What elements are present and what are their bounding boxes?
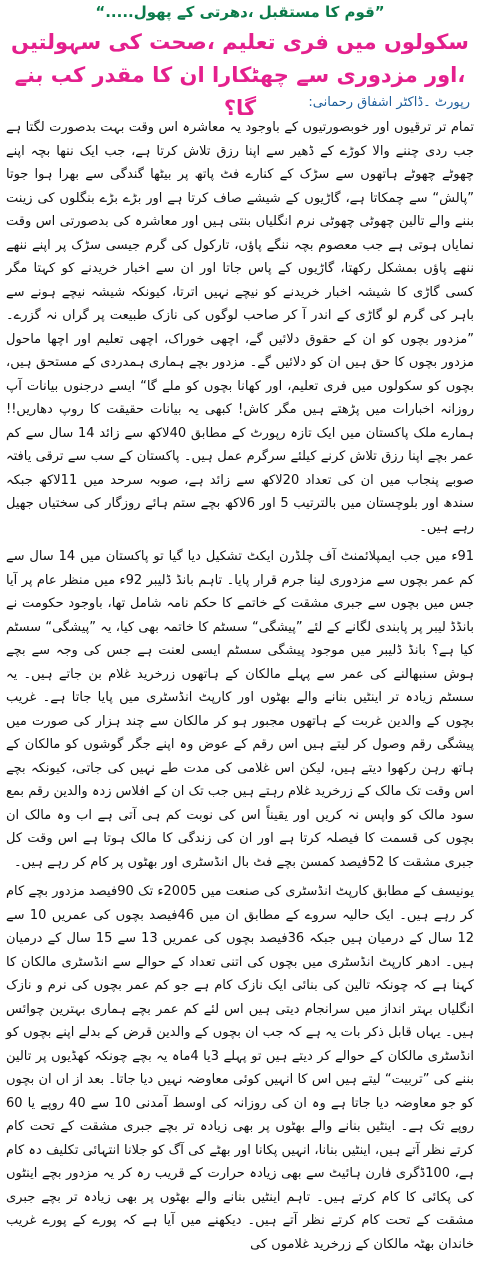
article-paragraph: 91ء میں جب ایمپلائمنٹ آف چلڈرن ایکٹ تشکیل دیا گیا تو پاکستان میں 14 سال سے کم عمر بچوں سے مزدوری لینا جرم قرار پایا۔ تاہم بانڈ ڈلیبر 92ء میں منظر عام پر آیا جس میں بچوں سے جبری مشقت کے خاتمے کا حکم نامہ شامل تھا، باوجود حکومت نے بانڈڈ لیبر پر پابندی لگانے کے لئے ”پیشگی“ سسٹم کا خاتمہ بھی کیا، یہ ”پیشگی“ سسٹم کیا ہے؟ بانڈ ڈلیبر میں موجود پیشگی سسٹم ایسی لعنت ہے جس کی وجہ سے بچے ہوش سنبھالنے کی عمر سے پہلے مالکان کے ہاتھوں زرخرید غلام بن جاتے ہیں۔ یہ سسٹم زیادہ تر اینٹیں بنانے والے بھٹوں اور کارپٹ انڈسٹری میں پایا جاتا ہے۔ غریب بچوں کے والدین غربت کے ہاتھوں مجبور ہو کر مالکان سے چند ہزار کی صورت میں پیشگی رقم وصول کر لیتے ہیں اس رقم کے عوض وہ اپنے جگر گوشوں کو مالکان کے ہاتھ رہن رکھوا دیتے ہیں، لیکن اس غلامی کی مدت طے نہیں کی جاتی، کیونکہ بچے اس وقت تک مالک کے زرخرید غلام رہتے ہیں جب تک ان کے افلاس زدہ والدین رقم بمع سود مالک کو واپس نہ کریں اور یقیناً اس کی نوبت کم ہی آتی ہے اب وہ مالک ان بچوں کی قسمت کا فیصلہ کرتا ہے اور ان کی زندگی کا مالک ہوتا ہے اس وقت کل جبری مشقت کا 52فیصد کمسن بچے فٹ بال انڈسٹری اور بھٹوں پر کام کر رہے ہیں۔ [6, 549, 475, 870]
article-body [6, 116, 474, 1256]
article-byline: رپورٹ ۔ڈاکٹر اشفاق رحمانی: [308, 95, 470, 110]
article-paragraph: یونیسف کے مطابق کارپٹ انڈسٹری کی صنعت میں 2005ء تک 90فیصد مزدور بچے کام کر رہے ہیں۔ ایک حالیہ سروے کے مطابق ان میں 46فیصد بچوں کی عمریں 10 سے 12 سال کے درمیان ہیں جبکہ 36فیصد بچوں کی عمریں 13 سے 15 سال کے درمیان ہیں۔ ادھر کارپٹ انڈسٹری میں بچوں کی اتنی تعداد کے حوالے سے انڈسٹری مالکان کا کہنا ہے کہ چونکہ تالین کی بنائی ایک نازک کام ہے جو کم عمر بچوں کی نرم و نازک انگلیاں بہتر انداز میں سرانجام دیتی ہیں اس لئے کم عمر بچے ہماری بہترین چوائس ہیں۔ یہاں قابل ذکر بات یہ ہے کہ جب ان بچوں کے والدین قرض کے بدلے اپنے بچوں کو انڈسٹری مالکان کے حوالے کر دیتے ہیں تو پہلے 3یا 4ماہ یہ بچے چونکہ کھڈیوں پر تالین بننے کی ”تربیت“ لیتے ہیں اس کا انہیں کوئی معاوضہ نہیں دیا جاتا۔ بعد از اں ان بچوں کو جو معاوضہ دیا جاتا ہے وہ ان کی روزانہ کی اوسط آمدنی 10 سے 40 روپے یا 60 روپے تک ہے۔ اینٹیں بنانے والے بھٹوں پر بھی زیادہ تر بچے جبری مشقت کے تحت کام کرتے نظر آتے ہیں، اینٹیں بنانا، انہیں پکانا اور بھٹے کی آگ کو جلانا انتہائی تکلیف دہ کام ہے، 100ڈگری فارن ہائیٹ سے بھی زیادہ حرارت کے قریب رہ کر یہ مزدور بچے اینٹوں کی پکائی کا کام کرتے ہیں۔ تاہم اینٹیں بنانے والے بھٹوں پر بھی زیادہ تر بچے جبری مشقت کے تحت کام کرتے نظر آتے ہیں۔ دیکھنے میں آیا ہے کہ پورے کے پورے غریب خاندان بھٹہ مالکان کے زرخرید غلاموں کی [6, 884, 475, 1252]
article-paragraph: تمام تر ترقیوں اور خوبصورتیوں کے باوجود یہ معاشرہ اس وقت بہت بدصورت لگتا ہے جب ردی چننے والا کوڑے کے ڈھیر سے اپنا رزق تلاش کرتا ہے، جب ایک ننھا بچہ اپنے چھوٹے چھوٹے ہاتھوں سے سڑک کے کنارے فٹ پاتھ پر بیٹھا گندگی سے بھرا ہوا جوتا ”پالش“ سے چمکاتا ہے، گاڑیوں کے شیشے صاف کرتا ہے اور بڑے بڑے بنگلوں کی زینت بننے والے تالین چھوٹی چھوٹی نرم انگلیاں بنتی ہیں اور معاشرہ کی بدصورتی اس وقت نمایاں ہوتی ہے جب معصوم بچہ ننگے پاؤں، تارکول کی گرم جیسی سڑک پر اپنے ننھے ننھے پاؤں بمشکل رکھتا، گاڑیوں کے پاس جاتا اور ان سے اخبار خریدنے کو کہتا مگر کسی گاڑی کا شیشہ اخبار خریدنے کو نیچے نہیں اترتا، کیونکہ شیشہ نیچے ہونے سے باہر کی گرم لو گاڑی کے اندر آ کر صاحب لوگوں کی نازک طبیعت پر گراں نہ گزرے۔ ”مزدور بچوں کو ان کے حقوق دلائیں گے، اچھی خوراک، اچھی تعلیم اور اچھا ماحول مزدور بچوں کا حق ہیں ان کو دلائیں گے۔ مزدور بچے ہماری ہمدردی کے مستحق ہیں، بچوں کو سکولوں میں فری تعلیم، اور کھانا بچوں کو ملے گا“ ایسے درجنوں بیانات آپ روزانہ اخبارات میں پڑھتے ہیں مگر کاش! کبھی یہ بیانات حقیقت کا روپ دھاریں!! ہمارے ملک پاکستان میں ایک تازہ رپورٹ کے مطابق 40لاکھ سے زائد 14 سال سے کم عمر بچے اپنا رزق تلاش کرنے کیلئے سرگرم عمل ہیں۔ پاکستان کے سب سے ترقی یافتہ صوبے پنجاب میں ان کی تعداد 20لاکھ سے زائد ہے، صوبہ سرحد میں 11لاکھ جبکہ سندھ اور بلوچستان میں بالترتیب 5 اور 6لاکھ بچے ستم ہائے روزگار کی سختیاں جھیل رہے ہیں۔ [6, 120, 475, 535]
article-headline: سکولوں میں فری تعلیم ،صحت کی سہولتیں ،اور مزدوری سے چھٹکارا ان کا مقدر کب بنے گا؟ [11, 30, 469, 120]
article-kicker: ”قوم کا مستقبل ،دھرتی کے پھول.....“ [95, 3, 385, 21]
